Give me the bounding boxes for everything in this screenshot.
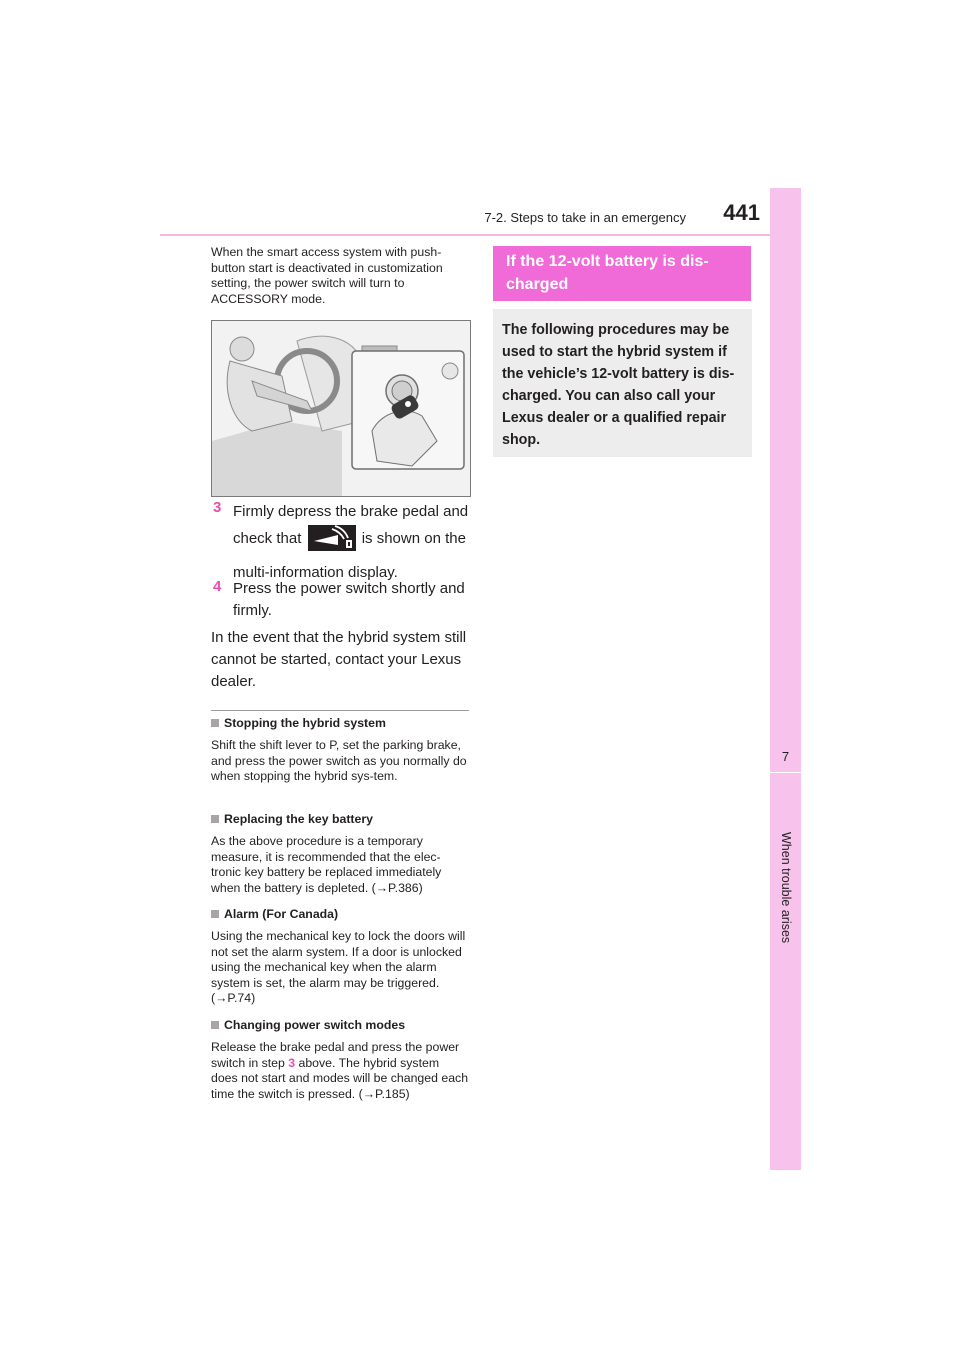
- intro-note: When the smart access system with push-button start is deactivated in customization setting, the power switch will turn to ACCESSORY mode.: [211, 245, 443, 306]
- note-text-key-battery: As the above procedure is a temporary measure, it is recommended that the elec-tronic key battery be replaced immediately when the battery is depleted. (→P.386): [211, 834, 442, 895]
- battery-heading: If the 12-volt battery is dis-charged: [506, 253, 709, 293]
- step-number-4: 4: [213, 578, 222, 595]
- square-bullet-icon: [211, 719, 219, 727]
- note-heading-alarm: Alarm (For Canada): [211, 907, 338, 921]
- square-bullet-icon: [211, 1021, 219, 1029]
- note-heading-stopping: Stopping the hybrid system: [211, 716, 386, 730]
- brake-indicator-icon: [308, 525, 356, 560]
- illustration-key-to-power-switch: [211, 320, 471, 497]
- note-heading-key-battery: Replacing the key battery: [211, 812, 373, 826]
- note-text-power-modes: Release the brake pedal and press the power switch in step 3 above. The hybrid system does not start and modes will be changed each time the switch is pressed. (→P.185): [211, 1040, 469, 1101]
- step-4-text: Press the power switch shortly and firmly.: [233, 580, 465, 619]
- page-number: 441: [723, 200, 760, 225]
- notes-divider: [211, 710, 469, 711]
- battery-info-box: [493, 309, 752, 457]
- chapter-tab-divider: [770, 772, 801, 773]
- step-reference: 3: [288, 1055, 296, 1070]
- battery-heading-bar: [493, 246, 751, 301]
- chapter-title: When trouble arises: [779, 832, 793, 944]
- note-heading-power-modes: Changing power switch modes: [211, 1018, 405, 1032]
- square-bullet-icon: [211, 910, 219, 918]
- note-text-stopping: Shift the shift lever to P, set the parking brake, and press the power switch as you normally do when stopping the hybrid sys-tem.: [211, 738, 467, 783]
- section-title: 7-2. Steps to take in an emergency: [484, 210, 686, 225]
- driver-illustration: [212, 321, 470, 496]
- header-rule: [160, 234, 770, 236]
- battery-info-text: The following procedures may be used to start the hybrid system if the vehicle’s 12-volt battery is dis-charged. You can also call your Lexus dealer or a qualified repair shop.: [502, 322, 735, 448]
- step-number-3: 3: [213, 499, 222, 516]
- chapter-number: 7: [781, 749, 790, 764]
- note-text-alarm: Using the mechanical key to lock the doors will not set the alarm system. If a door is unlocked using the mechanical key when the alarm system is set, the alarm may be triggered. (→P.74): [211, 929, 466, 1005]
- closing-text: In the event that the hybrid system still cannot be started, contact your Lexus dealer.: [211, 629, 467, 690]
- step-3-text: Firmly depress the brake pedal and check that is shown on the multi-information display.: [233, 503, 469, 581]
- square-bullet-icon: [211, 815, 219, 823]
- chapter-tab: [770, 188, 801, 1170]
